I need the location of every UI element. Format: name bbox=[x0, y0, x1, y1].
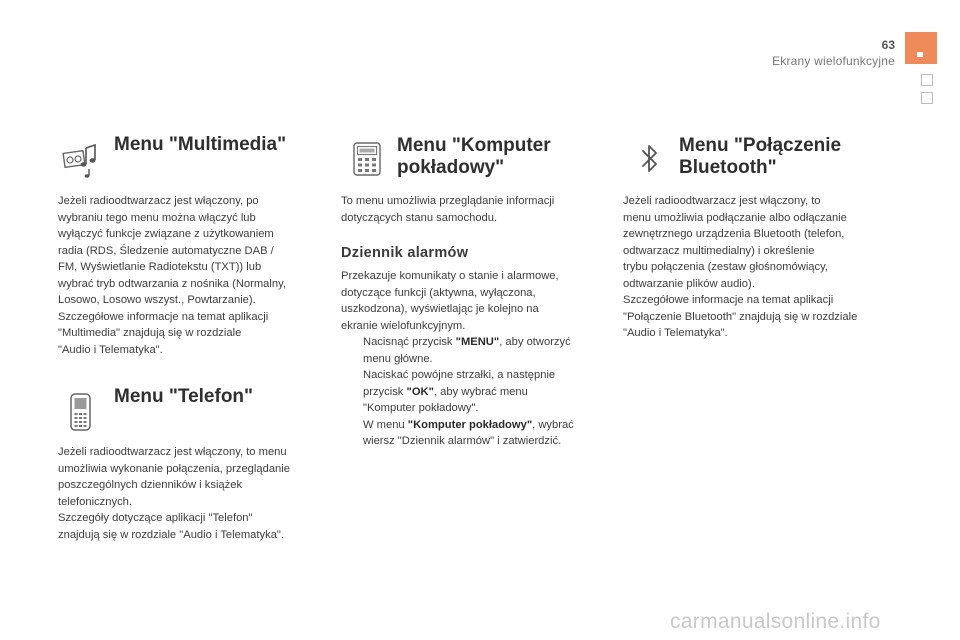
telefon-title: Menu "Telefon" bbox=[114, 386, 254, 407]
text-line: FM, Wyświetlanie Radiotekstu (TXT)) lub bbox=[58, 261, 262, 273]
text-line: radia (RDS, Śledzenie automatyczne DAB / bbox=[58, 244, 274, 257]
trip-computer-icon bbox=[352, 141, 382, 177]
step-text: Nacisnąć przycisk bbox=[363, 336, 456, 348]
multimedia-title: Menu "Multimedia" bbox=[114, 134, 287, 155]
text-line: Jeżeli radioodtwarzacz jest włączony, to bbox=[623, 195, 821, 207]
text-line: dotyczących stanu samochodu. bbox=[341, 211, 498, 224]
step-text: , aby wybrać menu bbox=[433, 385, 528, 398]
multimedia-description bbox=[58, 193, 320, 358]
step-key: "Komputer pokładowy" bbox=[407, 418, 533, 431]
text-line: trybu połączenia (zestaw głośnomówiący, bbox=[623, 261, 828, 273]
list-item bbox=[341, 417, 609, 450]
text-line: Losowo, Losowo wszyst., Powtarzanie). bbox=[58, 294, 256, 306]
bluetooth-icon bbox=[640, 142, 660, 176]
music-notes-icon bbox=[62, 138, 102, 178]
step-text: "Komputer pokładowy". bbox=[363, 402, 479, 414]
mobile-phone-icon bbox=[68, 392, 94, 432]
nav-box bbox=[921, 74, 933, 86]
section-title: Ekrany wielofunkcyjne bbox=[772, 54, 895, 68]
text-line: znajdują się w rozdziale "Audio i Telematyka". bbox=[58, 528, 285, 541]
alarm-log-description bbox=[341, 268, 603, 334]
text-line: poszczególnych dzienników i książek bbox=[58, 479, 243, 491]
step-text: przycisk bbox=[363, 385, 407, 398]
komputer-description bbox=[341, 193, 601, 226]
text-line: zewnętrznego urządzenia Bluetooth (telefon, bbox=[623, 228, 845, 240]
text-line: telefonicznych. bbox=[58, 495, 133, 508]
text-line: "Połączenie Bluetooth" znajdują się w rozdziale bbox=[623, 310, 858, 323]
text-line: Jeżeli radioodtwarzacz jest włączony, po bbox=[58, 195, 259, 207]
text-line: Szczegółowe informacje na temat aplikacji bbox=[58, 310, 269, 323]
bluetooth-title bbox=[679, 135, 909, 179]
step-text: Naciskać powójne strzałki, a następnie bbox=[363, 369, 556, 381]
step-text: wiersz "Dziennik alarmów" i zatwierdzić. bbox=[363, 435, 562, 447]
list-item bbox=[341, 367, 609, 417]
section-tab bbox=[905, 32, 937, 64]
bluetooth-title-line: Menu "Połączenie bbox=[679, 135, 842, 156]
text-line: "Audio i Telematyka". bbox=[623, 327, 728, 339]
text-line: odtwarzacz multimedialny) i określenie bbox=[623, 244, 815, 257]
bluetooth-title-line: Bluetooth" bbox=[679, 157, 777, 178]
text-line: odtwarzanie plików audio). bbox=[623, 277, 755, 290]
text-line: ekranie wielofunkcyjnym. bbox=[341, 319, 466, 332]
komputer-title-line: pokładowy" bbox=[397, 157, 505, 178]
text-line: "Audio i Telematyka". bbox=[58, 343, 163, 356]
text-line: dotyczące funkcji (aktywna, wyłączona, bbox=[341, 286, 536, 299]
step-text: menu główne. bbox=[363, 352, 433, 365]
text-line: wyłączyć funkcje związane z użytkowaniem bbox=[58, 228, 274, 240]
text-line: uszkodzona), wyświetlając je kolejno na bbox=[341, 303, 539, 315]
alarm-log-title: Dziennik alarmów bbox=[341, 245, 469, 261]
watermark: carmanualsonline.info bbox=[670, 610, 881, 633]
step-text: , aby otworzyć bbox=[499, 336, 571, 348]
text-line: Przekazuje komunikaty o stanie i alarmowe, bbox=[341, 270, 559, 282]
tab-marker bbox=[917, 52, 923, 57]
text-line: Szczegóły dotyczące aplikacji "Telefon" bbox=[58, 512, 253, 524]
text-line: "Multimedia" znajdują się w rozdziale bbox=[58, 327, 242, 339]
step-key: "OK" bbox=[406, 385, 434, 398]
nav-box bbox=[921, 92, 933, 104]
text-line: wybrać tryb odtwarzania z nośnika (Normalny, bbox=[58, 277, 286, 290]
telefon-description bbox=[58, 444, 326, 543]
text-line: To menu umożliwia przeglądanie informacji bbox=[341, 195, 555, 207]
step-text: W menu bbox=[363, 418, 408, 431]
list-item bbox=[341, 334, 609, 367]
step-text: , wybrać bbox=[532, 418, 574, 431]
text-line: Szczegółowe informacje na temat aplikacji bbox=[623, 294, 834, 306]
komputer-title bbox=[397, 135, 617, 179]
komputer-title-line: Menu "Komputer bbox=[397, 135, 551, 156]
text-line: wybraniu tego menu można włączyć lub bbox=[58, 211, 256, 224]
text-line: Jeżeli radioodtwarzacz jest włączony, to menu bbox=[58, 446, 287, 458]
step-key: "MENU" bbox=[455, 336, 500, 348]
page-number: 63 bbox=[881, 38, 895, 52]
text-line: menu umożliwia podłączanie albo odłączanie bbox=[623, 211, 847, 224]
text-line: umożliwia wykonanie połączenia, przeglądanie bbox=[58, 462, 290, 475]
alarm-log-steps bbox=[341, 334, 609, 450]
bluetooth-description bbox=[623, 193, 893, 342]
